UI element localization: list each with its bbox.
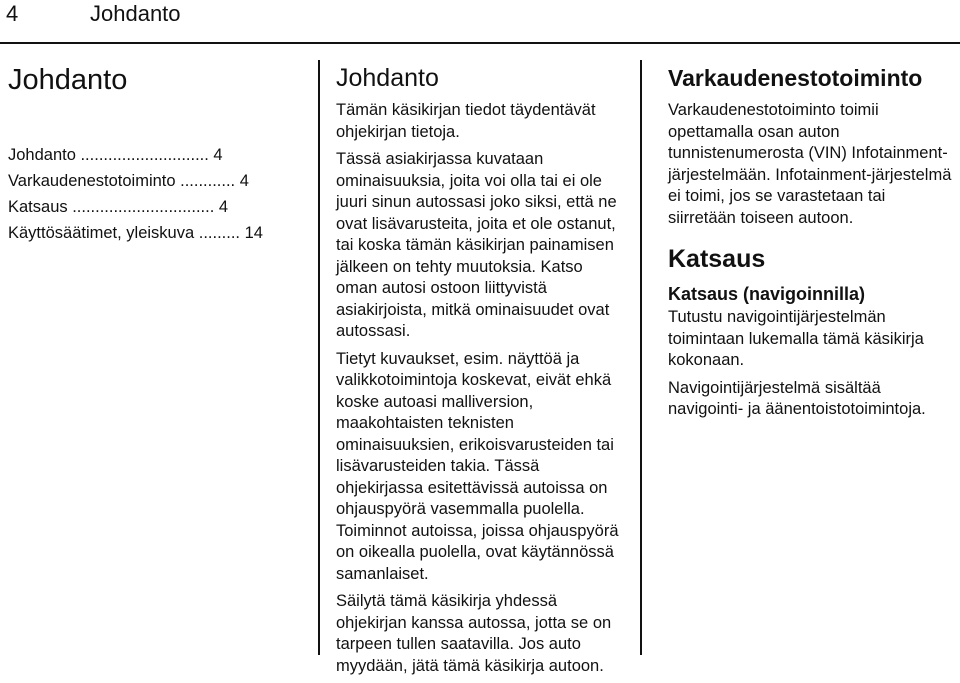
- page-number: 4: [6, 1, 19, 26]
- middle-column: [336, 60, 626, 683]
- toc-item-johdanto[interactable]: Johdanto ............................ 4: [8, 146, 223, 164]
- section-heading-johdanto: Johdanto: [336, 64, 439, 92]
- toc-title: Johdanto: [8, 64, 128, 96]
- toc-item-varkaudenestotoiminto[interactable]: Varkaudenestotoiminto ............ 4: [8, 172, 249, 190]
- paragraph: Tämän käsikirjan tiedot täydentävät ohjekirjan tietoja.: [336, 101, 596, 141]
- header-title: Johdanto: [90, 1, 181, 26]
- toc-column: [8, 60, 298, 246]
- paragraph: Säilytä tämä käsikirja yhdessä ohjekirjan kanssa autossa, jotta se on tarpeen tullen saatavilla. Jos auto myydään, jätä tämä käsikirja autoon.: [336, 592, 612, 675]
- toc-list: [8, 142, 298, 246]
- right-column: [668, 60, 953, 427]
- subheading-katsaus-navigoinnilla: Katsaus (navigoinnilla): [668, 284, 866, 304]
- toc-item-katsaus[interactable]: Katsaus ............................... 4: [8, 198, 229, 216]
- running-header: [0, 0, 960, 44]
- paragraph: Tietyt kuvaukset, esim. näyttöä ja valikkotoimintoja koskevat, eivät ehkä koske autoasi malliversion, maakohtaisten teknisten ominaisuuksien, erikoisvarusteiden tai lisävarusteiden takia. Tässä ohjekirjassa esitettävissä autoissa on ohjauspyörä vasemmalla puolella. Toiminnot autoissa, joissa ohjauspyörä on oikealla puolella, ovat käytännössä samanlaiset.: [336, 349, 619, 583]
- toc-item-kayttosaatimet[interactable]: Käyttösäätimet, yleiskuva ......... 14: [8, 224, 263, 242]
- paragraph: Varkaudenestotoiminto toimii opettamalla osan auton tunnistenumerosta (VIN) Infotainment-järjestelmään. Infotainment-järjestelmä ei toimi, jos se varastetaan tai siirretään toiseen autoon.: [668, 101, 952, 227]
- paragraph: Tutustu navigointijärjestelmän toimintaan lukemalla tämä käsikirja kokonaan.: [668, 308, 924, 369]
- paragraph: Navigointijärjestelmä sisältää navigointi- ja äänentoistotoimintoja.: [668, 378, 926, 418]
- section-heading-varkaudenestotoiminto: Varkaudenestotoiminto: [668, 65, 923, 91]
- column-divider: [318, 60, 320, 655]
- column-divider: [640, 60, 642, 655]
- section-heading-katsaus: Katsaus: [668, 245, 766, 273]
- paragraph: Tässä asiakirjassa kuvataan ominaisuuksia, joita voi olla tai ei ole juuri sinun autossasi joko siksi, että ne ovat lisävarusteita, joita et ole ostanut, tai koska tämän käsikirjan painamisen jälkeen on tehty muutoksia. Katso oman autosi ostoon liittyvistä asiakirjoista, mitkä ominaisuudet ovat autossasi.: [336, 150, 617, 340]
